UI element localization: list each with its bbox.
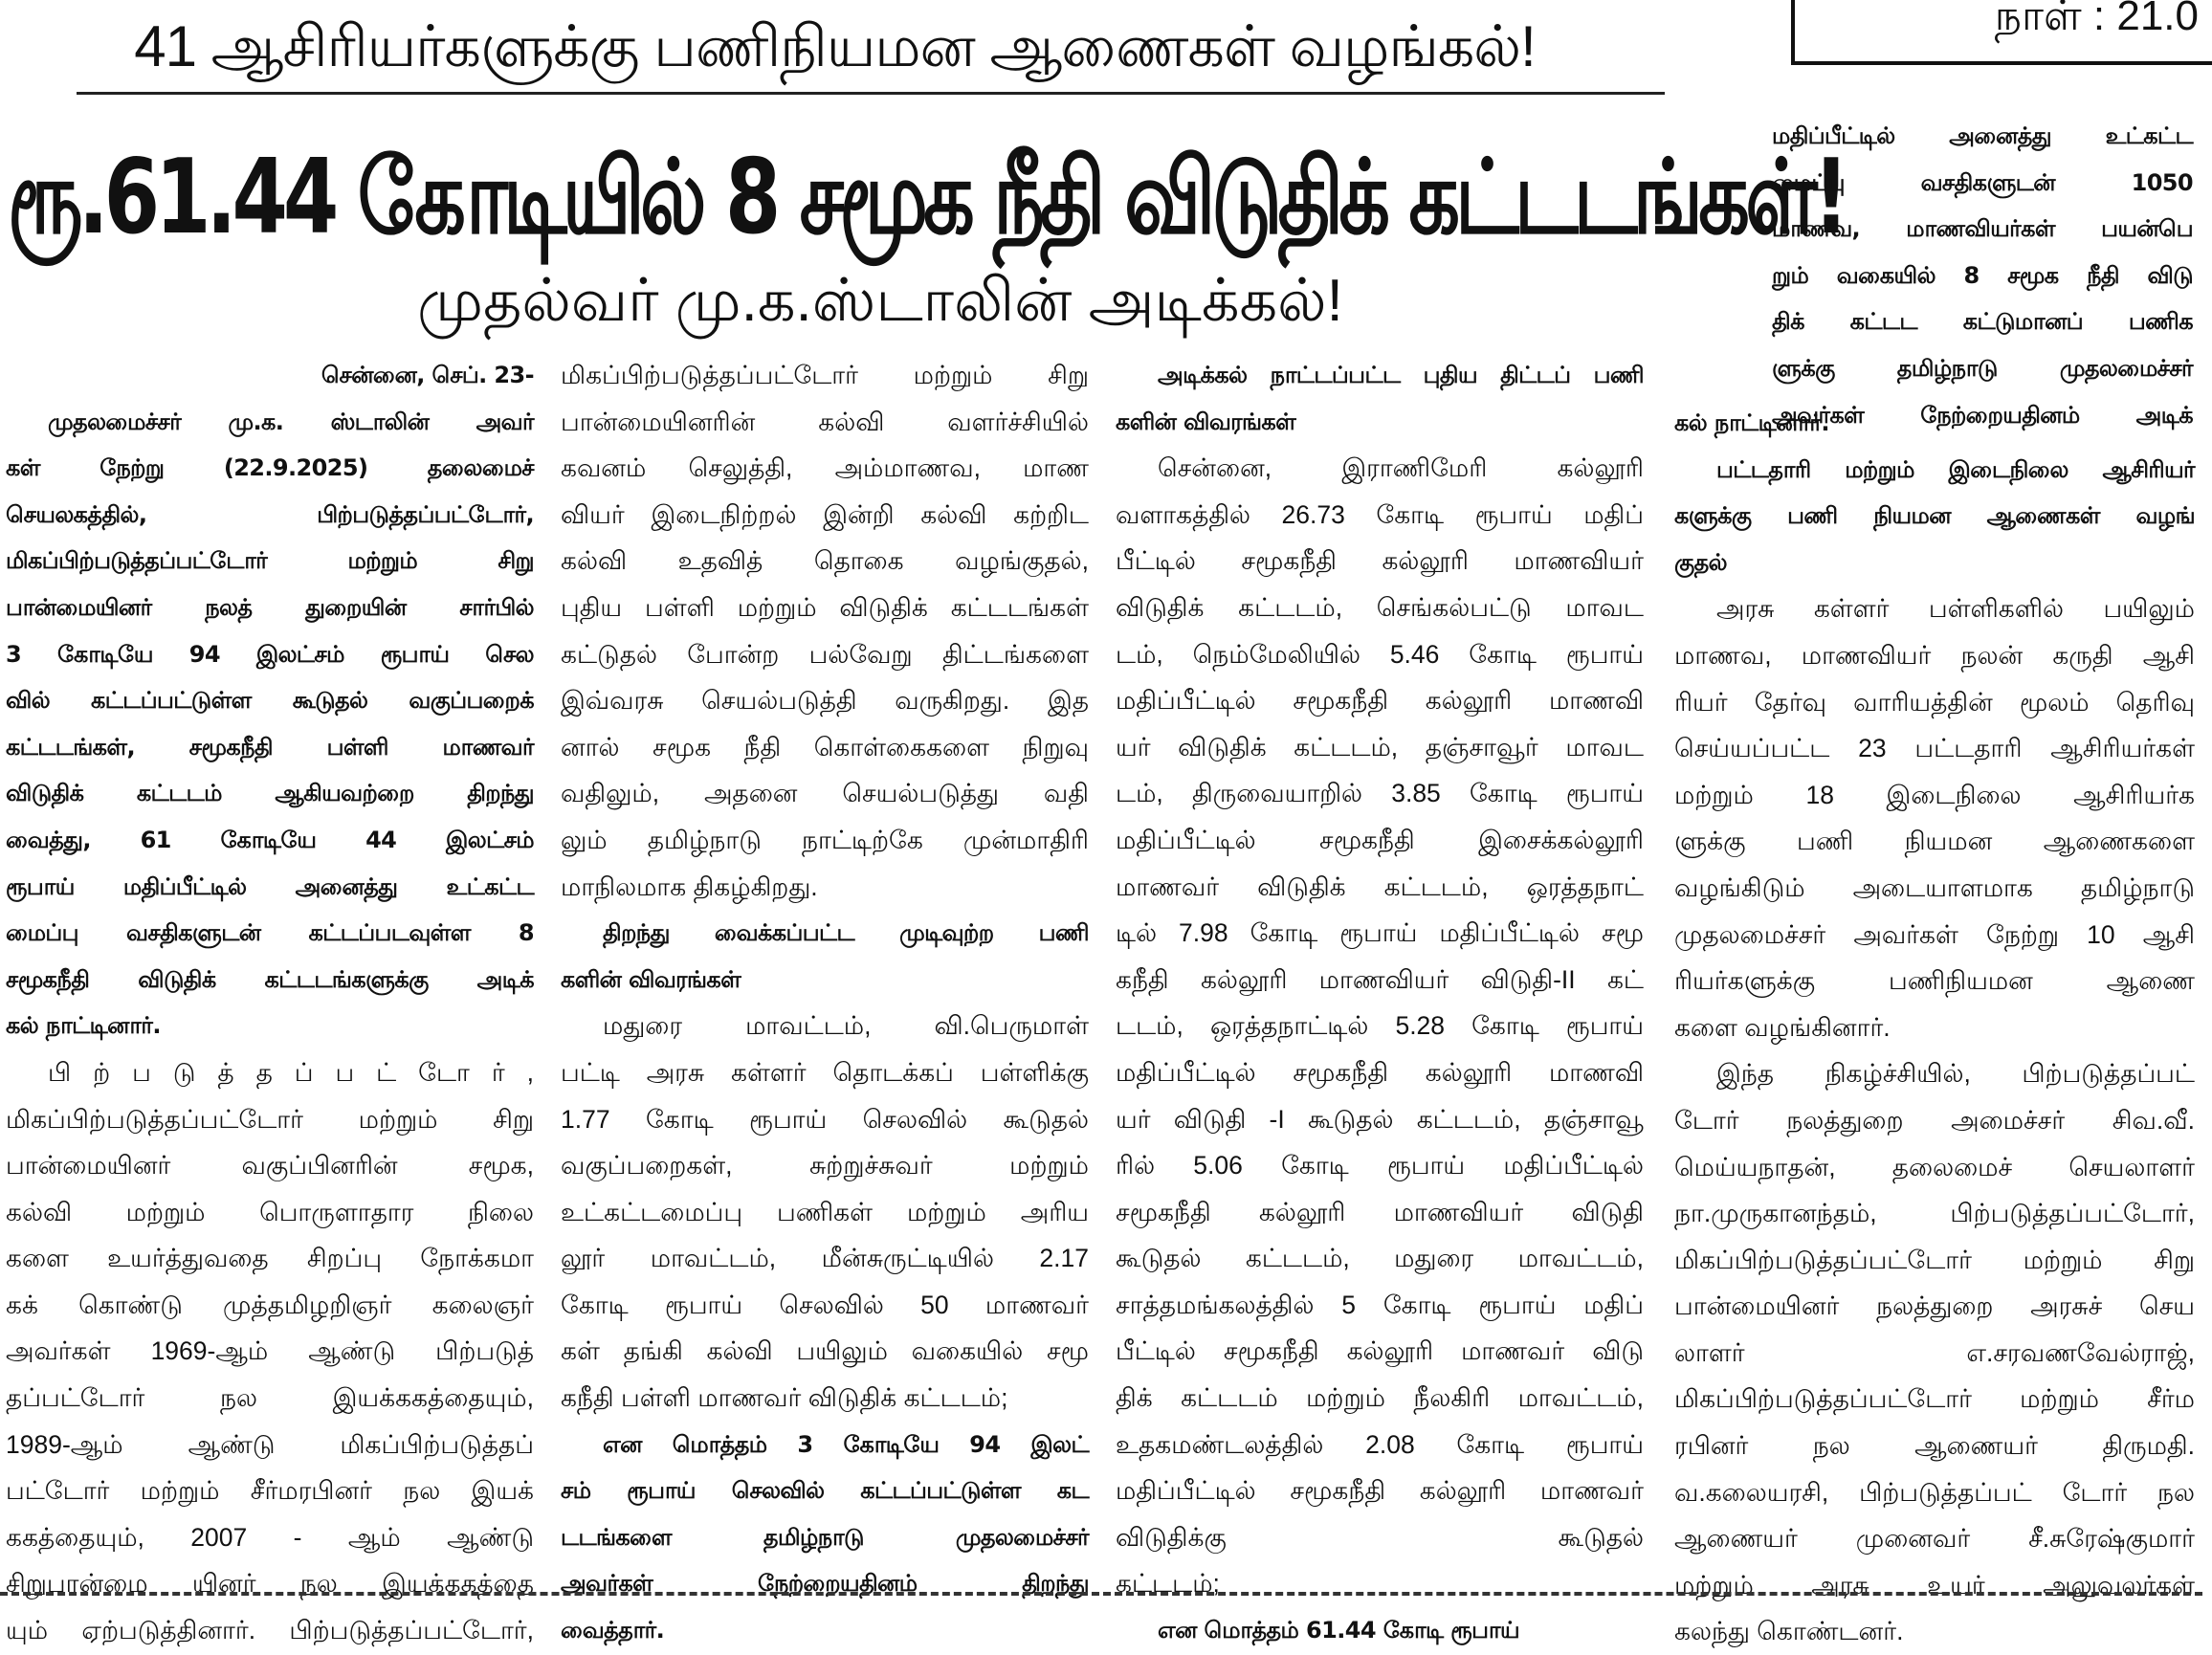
article-line: களை வழங்கினார். [1674, 1012, 1891, 1042]
article-line: மதிப்பீட்டில் சமூகநீதி கல்லூரி மாணவர் [1116, 1476, 1644, 1506]
main-headline: ரூ.61.44 கோடியில் 8 சமூக நீதி விடுதிக் கட்டடங்கள்! [8, 137, 1846, 257]
article-line: 3 கோடியே 94 இலட்சம் ரூபாய் செல [6, 640, 534, 668]
article-line: சென்னை, இராணிமேரி கல்லூரி [1158, 453, 1644, 483]
article-line: புதிய பள்ளி மற்றும் விடுதிக் கட்டடங்கள் [561, 592, 1089, 622]
article-line: முதலமைச்சர் மு.க. ஸ்டாலின் அவர் [48, 408, 534, 435]
article-line: மைப்பு வசதிகளுடன் 1050 [1772, 168, 2193, 196]
article-line: வதிலும், அதனை செயல்படுத்து வதி [561, 779, 1089, 808]
kicker-rule [77, 92, 1665, 95]
article-line: ரில் 5.06 கோடி ரூபாய் மதிப்பீட்டில் [1116, 1151, 1644, 1181]
article-line: குதல் [1674, 548, 1727, 576]
article-line: மதிப்பீட்டில் சமூகநீதி கல்லூரி மாணவி [1116, 1057, 1644, 1087]
article-line: டம், திருவையாறில் 3.85 கோடி ரூபாய் [1116, 779, 1644, 808]
article-line: கள் நேற்று (22.9.2025) தலைமைச் [6, 454, 534, 482]
article-line: களின் விவரங்கள் [561, 965, 741, 993]
article-column-4 [1674, 400, 2195, 1646]
article-line: டடங்களை தமிழ்நாடு முதலமைச்சர் [561, 1523, 1089, 1551]
article-line: ரூபாய் மதிப்பீட்டில் அனைத்து உட்கட்ட [6, 872, 534, 900]
article-line: லும் தமிழ்நாடு நாட்டிற்கே முன்மாதிரி [561, 825, 1089, 854]
article-line: கூடுதல் கட்டடம், மதுரை மாவட்டம், [1116, 1244, 1644, 1273]
article-line: மிகப்பிற்படுத்தப்பட்டோர் மற்றும் சிறு [6, 1104, 534, 1134]
article-line: மற்றும் அரசு உயர் அலுவலர்கள் [1674, 1570, 2195, 1600]
article-line: டடம், ஒரத்தநாட்டில் 5.28 கோடி ரூபாய் [1116, 1011, 1644, 1041]
article-line: றும் வகையில் 8 சமூக நீதி விடு [1772, 261, 2193, 289]
article-line: டம், நெம்மேலியில் 5.46 கோடி ரூபாய் [1116, 639, 1644, 669]
article-line: மாணவ, மாணவியர்கள் பயன்பெ [1772, 215, 2193, 243]
article-line: என மொத்தம் 61.44 கோடி ரூபாய் [1158, 1617, 1519, 1644]
article-line: சமூகநீதி விடுதிக் கட்டடங்களுக்கு அடிக் [6, 965, 534, 993]
article-line: டில் 7.98 கோடி ரூபாய் மதிப்பீட்டில் சமூ [1116, 918, 1644, 948]
article-line: 1989-ஆம் ஆண்டு மிகப்பிற்படுத்தப் [6, 1429, 534, 1459]
article-line: மதுரை மாவட்டம், வி.பெருமாள் [603, 1011, 1089, 1041]
article-line: அவர்கள் 1969-ஆம் ஆண்டு பிற்படுத் [6, 1336, 534, 1366]
article-line: முதலமைச்சர் அவர்கள் நேற்று 10 ஆசி [1674, 919, 2195, 949]
article-line: களை உயர்த்துவதை சிறப்பு நோக்கமா [6, 1244, 534, 1273]
article-line: கக் கொண்டு முத்தமிழறிஞர் கலைஞர் [6, 1290, 534, 1319]
article-line: பட்டதாரி மற்றும் இடைநிலை ஆசிரியர் [1716, 455, 2195, 483]
article-line: மிகப்பிற்படுத்தப்பட்டோர் மற்றும் சிறு [6, 547, 534, 575]
article-line: அவர்கள் நேற்றையதினம் அடிக் [1772, 401, 2193, 429]
article-line: விடுதிக் கட்டடம், செங்கல்பட்டு மாவட [1116, 592, 1644, 622]
date-label: நாள் : 21.0 [1994, 0, 2199, 39]
article-line: வழங்கிடும் அடையாளமாக தமிழ்நாடு [1674, 872, 2195, 902]
article-line: வ.கலையரசி, பிற்படுத்தப்பட் டோர் நல [1674, 1477, 2195, 1507]
article-line: பீட்டில் சமூகநீதி கல்லூரி மாணவர் விடு [1116, 1336, 1644, 1366]
article-line: பட்டி அரசு கள்ளர் தொடக்கப் பள்ளிக்கு [561, 1057, 1089, 1087]
article-line: மற்றும் 18 இடைநிலை ஆசிரியர்க [1674, 780, 2195, 809]
article-line: மதிப்பீட்டில் சமூகநீதி இசைக்கல்லூரி [1116, 825, 1644, 854]
article-line: கட்டடங்கள், சமூகநீதி பள்ளி மாணவர் [6, 733, 534, 761]
article-line: ரியர்களுக்கு பணிநியமன ஆணை [1674, 966, 2195, 996]
article-line: திக் கட்டட கட்டுமானப் பணிக [1772, 308, 2193, 336]
article-line: மிகப்பிற்படுத்தப்பட்டோர் மற்றும் சீர்ம [1674, 1384, 2195, 1414]
article-line: தப்பட்டோர் நல இயக்ககத்தையும், [6, 1383, 534, 1413]
article-line: கநீதி பள்ளி மாணவர் விடுதிக் கட்டடம்; [561, 1383, 1008, 1413]
article-line: வகுப்பறைகள், சுற்றுச்சுவர் மற்றும் [561, 1151, 1089, 1181]
article-column-4-top [1772, 113, 2193, 438]
article-line: இந்த நிகழ்ச்சியில், பிற்படுத்தப்பட் [1716, 1059, 2195, 1089]
article-line: பான்மையினர் நலத்துறை அரசுச் செய [1674, 1291, 2195, 1321]
article-line: விடுதிக் கட்டடம் ஆகியவற்றை திறந்து [6, 780, 534, 807]
article-line: திக் கட்டடம் மற்றும் நீலகிரி மாவட்டம், [1116, 1383, 1644, 1413]
article-line: ளுக்கு பணி நியமன ஆணைகளை [1674, 827, 2195, 856]
article-line: பான்மையினரின் கல்வி வளர்ச்சியில் [561, 407, 1089, 436]
article-line: மாணவ, மாணவியர் நலன் கருதி ஆசி [1674, 640, 2195, 670]
article-line: களின் விவரங்கள் [1116, 408, 1296, 435]
article-line: ளுக்கு தமிழ்நாடு முதலமைச்சர் [1772, 354, 2193, 382]
article-line: ரபினர் நல ஆணையர் திருமதி. [1674, 1431, 2195, 1461]
article-column-1 [6, 352, 534, 1645]
article-line: கள் தங்கி கல்வி பயிலும் வகையில் சமூ [561, 1336, 1089, 1366]
article-line: சாத்தமங்கலத்தில் 5 கோடி ரூபாய் மதிப் [1116, 1290, 1644, 1319]
article-line: களுக்கு பணி நியமன ஆணைகள் வழங் [1674, 502, 2195, 530]
article-line: ககத்தையும், 2007 - ஆம் ஆண்டு [6, 1522, 534, 1552]
article-line: வைத்து, 61 கோடியே 44 இலட்சம் [6, 826, 534, 853]
article-line: விடுதிக்கு கூடுதல் [1116, 1522, 1644, 1552]
article-line: சென்னை, செப். 23- [321, 362, 534, 388]
article-line: பட்டோர் மற்றும் சீர்மரபினர் நல இயக் [6, 1476, 534, 1506]
article-line: மதிப்பீட்டில் சமூகநீதி கல்லூரி மாணவி [1116, 686, 1644, 716]
subheadline: முதல்வர் மு.க.ஸ்டாலின் அடிக்கல்! [417, 268, 1343, 334]
bottom-dashed-rule [0, 1592, 2202, 1596]
article-line: கநீதி கல்லூரி மாணவியர் விடுதி-II கட் [1116, 964, 1644, 994]
article-line: பான்மையினர் நலத் துறையின் சார்பில் [6, 593, 534, 621]
article-line: நா.முருகானந்தம், பிற்படுத்தப்பட்டோர், [1674, 1199, 2195, 1228]
article-line: சம் ரூபாய் செலவில் கட்டப்பட்டுள்ள கட [561, 1477, 1089, 1505]
article-line: மைப்பு வசதிகளுடன் கட்டப்படவுள்ள 8 [6, 919, 534, 947]
article-line: சிறுபான்மை யினர் நல இயக்ககத்தை [6, 1569, 534, 1599]
article-line: கல்வி மற்றும் பொருளாதார நிலை [6, 1197, 534, 1226]
article-line: கட்டுதல் போன்ற பல்வேறு திட்டங்களை [561, 639, 1089, 669]
date-box [1791, 0, 2212, 65]
article-line: மெய்யநாதன், தலைமைச் செயலாளர் [1674, 1152, 2195, 1181]
article-line: லாளர் எ.சரவணவேல்ராஜ், [1674, 1337, 2195, 1367]
article-line: மாணவர் விடுதிக் கட்டடம், ஒரத்தநாட் [1116, 872, 1644, 901]
article-line: வில் கட்டப்பட்டுள்ள கூடுதல் வகுப்பறைக் [6, 687, 534, 715]
article-line: கலந்து கொண்டனர். [1674, 1617, 1904, 1646]
article-line: கல் நாட்டினார். [6, 1012, 161, 1040]
article-line: உட்கட்டமைப்பு பணிகள் மற்றும் அரிய [561, 1197, 1089, 1226]
article-line: என மொத்தம் 3 கோடியே 94 இலட் [603, 1430, 1089, 1458]
article-line: ரியர் தேர்வு வாரியத்தின் மூலம் தெரிவு [1674, 687, 2195, 717]
article-line: னால் சமூக நீதி கொள்கைகளை நிறுவு [561, 732, 1089, 761]
article-line: கட்டடம்; [1116, 1569, 1220, 1599]
article-line: கல்வி உதவித் தொகை வழங்குதல், [561, 546, 1089, 576]
article-line: கல் நாட்டினார். [1674, 409, 1829, 436]
article-line: டோர் நலத்துறை அமைச்சர் சிவ.வீ. [1674, 1105, 2195, 1135]
article-line: பான்மையினர் வகுப்பினரின் சமூக, [6, 1151, 534, 1181]
article-line: மிகப்பிற்படுத்தப்பட்டோர் மற்றும் சிறு [561, 361, 1089, 389]
article-line: அவர்கள் நேற்றையதினம் திறந்து [561, 1570, 1089, 1598]
article-line: மாநிலமாக திகழ்கிறது. [561, 872, 818, 901]
article-line: அரசு கள்ளர் பள்ளிகளில் பயிலும் [1716, 594, 2195, 624]
article-line: வைத்தார். [561, 1617, 665, 1644]
article-line: செயலகத்தில், பிற்படுத்தப்பட்டோர், [6, 500, 534, 528]
article-line: கவனம் செலுத்தி, அம்மாணவ, மாண [561, 453, 1089, 483]
article-line: பீட்டில் சமூகநீதி கல்லூரி மாணவியர் [1116, 546, 1644, 576]
article-line: கோடி ரூபாய் செலவில் 50 மாணவர் [561, 1290, 1089, 1319]
article-line: யும் ஏற்படுத்தினார். பிற்படுத்தப்பட்டோர், [6, 1616, 534, 1645]
article-line: மிகப்பிற்படுத்தப்பட்டோர் மற்றும் சிறு [1674, 1245, 2195, 1274]
article-line: வளாகத்தில் 26.73 கோடி ரூபாய் மதிப் [1116, 499, 1644, 529]
article-line: 1.77 கோடி ரூபாய் செலவில் கூடுதல் [561, 1104, 1089, 1134]
article-line: இவ்வரசு செயல்படுத்தி வருகிறது. இத [561, 686, 1089, 716]
article-line: சமூகநீதி கல்லூரி மாணவியர் விடுதி [1116, 1197, 1644, 1226]
article-column-2 [561, 352, 1089, 1644]
article-line: வியர் இடைநிற்றல் இன்றி கல்வி கற்றிட [561, 499, 1089, 529]
article-line: செய்யப்பட்ட 23 பட்டதாரி ஆசிரியர்கள் [1674, 734, 2195, 763]
article-line: பி ற் ப டு த் த ப் ப ட் டோ ர் , [48, 1057, 534, 1087]
article-line: அடிக்கல் நாட்டப்பட்ட புதிய திட்டப் பணி [1158, 362, 1644, 388]
article-line: லூர் மாவட்டம், மீன்சுருட்டியில் 2.17 [561, 1244, 1089, 1273]
article-line: உதகமண்டலத்தில் 2.08 கோடி ரூபாய் [1116, 1429, 1644, 1459]
kicker-headline: 41 ஆசிரியர்களுக்கு பணிநியமன ஆணைகள் வழங்கல்! [134, 14, 1536, 78]
article-line: யர் விடுதிக் கட்டடம், தஞ்சாவூர் மாவட [1116, 732, 1644, 761]
article-column-3 [1116, 352, 1644, 1644]
article-line: யர் விடுதி -I கூடுதல் கட்டடம், தஞ்சாவூ [1116, 1104, 1644, 1134]
article-line: ஆணையர் முனைவர் சீ.சுரேஷ்குமார் [1674, 1524, 2195, 1554]
article-line: திறந்து வைக்கப்பட்ட முடிவுற்ற பணி [603, 919, 1089, 947]
article-line: மதிப்பீட்டில் அனைத்து உட்கட்ட [1772, 122, 2193, 149]
